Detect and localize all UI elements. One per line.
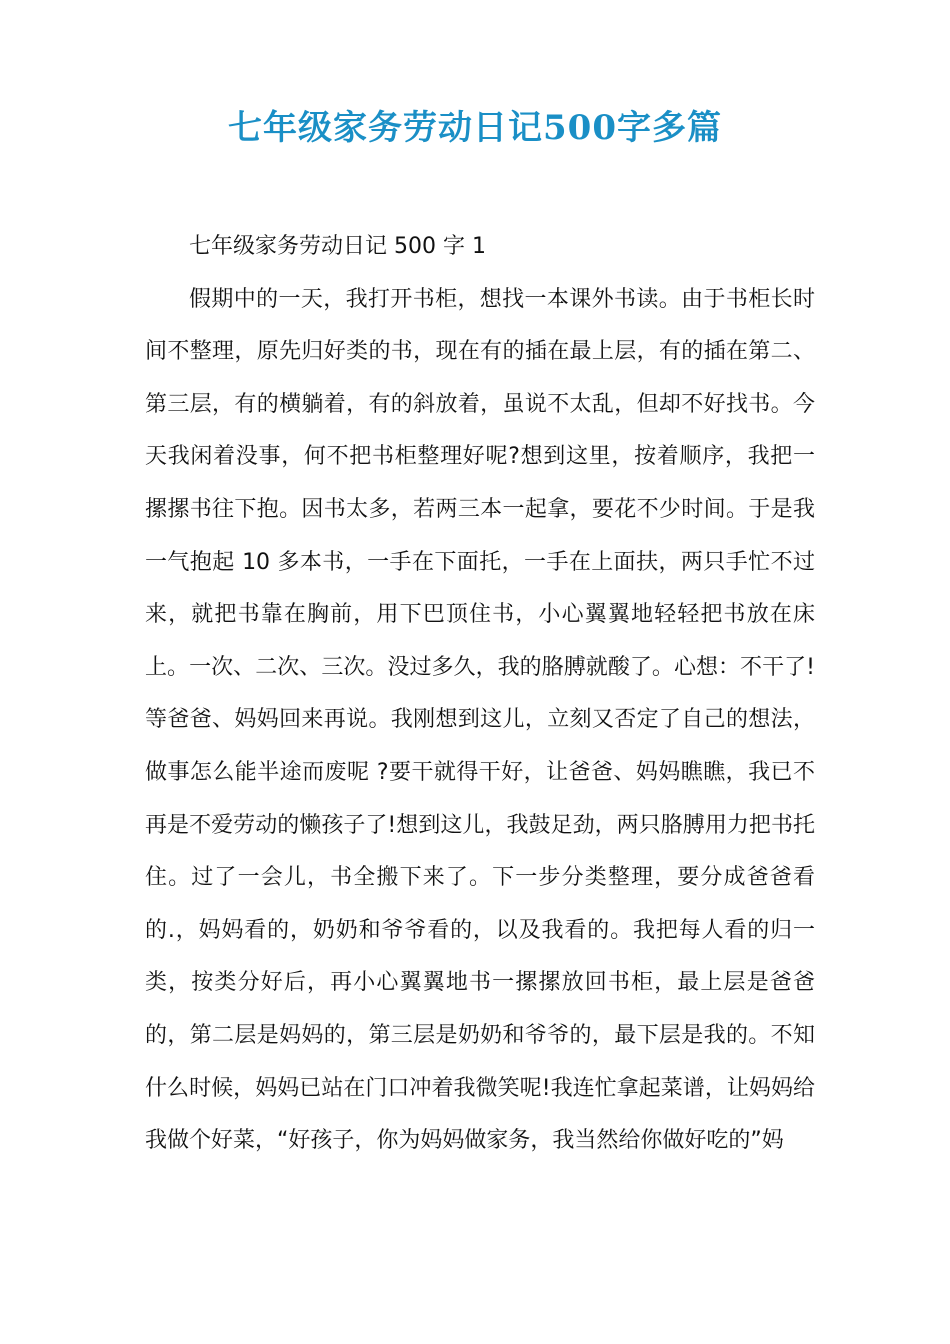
section-heading: 七年级家务劳动日记 500 字 1 [189, 234, 486, 259]
body-paragraph: 假期中的一天，我打开书柜，想找一本课外书读。由于书柜长时间不整理，原先归好类的书，现在有的插在最上层，有的插在第二、第三层，有的横躺着，有的斜放着，虽说不太乱，但却不好找书。今天我闲着没事，何不把书柜整理好呢?想到这里，按着顺序，我把一摞摞书往下抱。因书太多，若两三本一起拿，要花不少时间。于是我一气抱起 10 多本书，一手在下面托，一手在上面扶，两只手忙不过来，就把书靠在胸前，用下巴顶住书，小心翼翼地轻轻把书放在床上。一次、二次、三次。没过多久，我的胳膊就酸了。心想：不干了!等爸爸、妈妈回来再说。我刚想到这儿，立刻又否定了自己的想法，做事怎么能半途而废呢 ?要干就得干好，让爸爸、妈妈瞧瞧，我已不再是不爱劳动的懒孩子了!想到这儿，我鼓足劲，两只胳膊用力把书托住。过了一会儿，书全搬下来了。下一步分类整理，要分成爸爸看的.，妈妈看的，奶奶和爷爷看的，以及我看的。我把每人看的归一类，按类分好后，再小心翼翼地书一摞摞放回书柜，最上层是爸爸的，第二层是妈妈的，第三层是奶奶和爷爷的，最下层是我的。不知什么时候，妈妈已站在门口冲着我微笑呢!我连忙拿起菜谱，让妈妈给我做个好菜，“好孩子，你为妈妈做家务，我当然给你做好吃的”妈 [145, 286, 815, 1154]
document-title: 七年级家务劳动日记500字多篇 [228, 108, 722, 148]
document-body [145, 221, 815, 1168]
